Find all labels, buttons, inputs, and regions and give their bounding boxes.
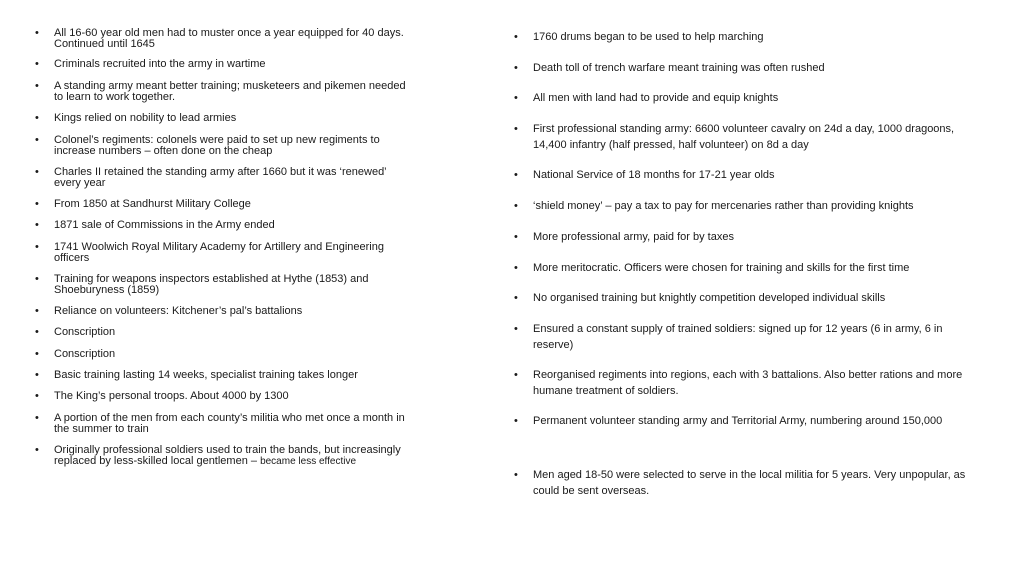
bullet-icon: •	[514, 31, 518, 43]
bullet-icon: •	[514, 200, 518, 212]
bullet-icon: •	[35, 348, 39, 360]
list-item: • A standing army meant better training; musketeers and pikemen needed to learn to work together.	[35, 80, 406, 103]
bullet-icon: •	[35, 444, 39, 456]
list-item: • 1741 Woolwich Royal Military Academy for Artillery and Engineering officers	[35, 241, 384, 264]
list-item: • Permanent volunteer standing army and Territorial Army, numbering around 150,000	[513, 414, 978, 430]
list-item: • Conscription	[35, 326, 116, 338]
list-item: • All 16-60 year old men had to muster once a year equipped for 40 days. Continued until 1645	[35, 27, 404, 50]
list-item-suffix: became less effective	[260, 456, 357, 467]
list-item: • 1760 drums began to be used to help marching	[513, 30, 978, 46]
list-item: • 1871 sale of Commissions in the Army ended	[35, 219, 275, 231]
bullet-icon: •	[35, 412, 39, 424]
list-item: • All men with land had to provide and equip knights	[513, 91, 978, 107]
bullet-icon: •	[514, 169, 518, 181]
list-item: • More professional army, paid for by taxes	[513, 230, 978, 246]
bullet-icon: •	[35, 27, 39, 39]
list-item: • Originally professional soldiers used to train the bands, but increasingly replaced by less-skilled local gentlemen – became less effective	[35, 444, 401, 467]
bullet-icon: •	[514, 369, 518, 381]
list-item: • Charles II retained the standing army after 1660 but it was ‘renewed’ every year	[35, 166, 387, 189]
bullet-icon: •	[514, 231, 518, 243]
bullet-icon: •	[514, 469, 518, 481]
bullet-icon: •	[35, 80, 39, 92]
bullet-icon: •	[35, 369, 39, 381]
bullet-icon: •	[514, 415, 518, 427]
list-item: • Basic training lasting 14 weeks, specialist training takes longer	[35, 369, 358, 381]
bullet-icon: •	[514, 262, 518, 274]
list-item: • Criminals recruited into the army in wartime	[35, 58, 266, 70]
list-item: • A portion of the men from each county’s militia who met once a month in the summer to train	[35, 412, 405, 435]
bullet-icon: •	[35, 166, 39, 178]
bullet-icon: •	[514, 62, 518, 74]
bullet-icon: •	[35, 58, 39, 70]
bullet-icon: •	[514, 92, 518, 104]
list-item: • The King’s personal troops. About 4000 by 1300	[35, 390, 289, 402]
list-item: • Reorganised regiments into regions, each with 3 battalions. Also better rations and more humane treatment of soldiers.	[514, 369, 963, 397]
bullet-icon: •	[514, 123, 518, 135]
bullet-icon: •	[35, 305, 39, 317]
list-item: • Colonel’s regiments: colonels were paid to set up new regiments to increase numbers – often done on the cheap	[35, 134, 380, 157]
list-item: • Training for weapons inspectors established at Hythe (1853) and Shoeburyness (1859)	[35, 273, 369, 296]
bullet-icon: •	[35, 112, 39, 124]
bullet-icon: •	[35, 326, 39, 338]
bullet-icon: •	[35, 390, 39, 402]
list-item: • No organised training but knightly competition developed individual skills	[513, 291, 978, 307]
bullet-icon: •	[514, 292, 518, 304]
list-item: • More meritocratic. Officers were chosen for training and skills for the first time	[513, 261, 978, 277]
list-item: • Ensured a constant supply of trained soldiers: signed up for 12 years (6 in army, 6 in reserve)	[514, 323, 943, 351]
bullet-icon: •	[35, 273, 39, 285]
bullet-icon: •	[35, 134, 39, 146]
list-item: • From 1850 at Sandhurst Military College	[35, 198, 251, 210]
list-item: • Men aged 18-50 were selected to serve in the local militia for 5 years. Very unpopular, as could be sent overseas.	[514, 469, 966, 497]
bullet-icon: •	[35, 219, 39, 231]
bullet-icon: •	[35, 241, 39, 253]
list-item: • Kings relied on nobility to lead armies	[35, 112, 237, 124]
bullet-icon: •	[35, 198, 39, 210]
list-item: • First professional standing army: 6600 volunteer cavalry on 24d a day, 1000 dragoons, 14,400 infantry (half pressed, half volunteer) on 8d a day	[514, 123, 955, 151]
list-item: • Conscription	[35, 348, 116, 360]
list-item: • ‘shield money’ – pay a tax to pay for mercenaries rather than providing knights	[513, 199, 978, 215]
bullet-icon: •	[514, 323, 518, 335]
list-item: • Death toll of trench warfare meant training was often rushed	[513, 61, 978, 77]
list-item: • National Service of 18 months for 17-21 year olds	[513, 168, 978, 184]
list-item: • Reliance on volunteers: Kitchener’s pal’s battalions	[35, 305, 303, 317]
